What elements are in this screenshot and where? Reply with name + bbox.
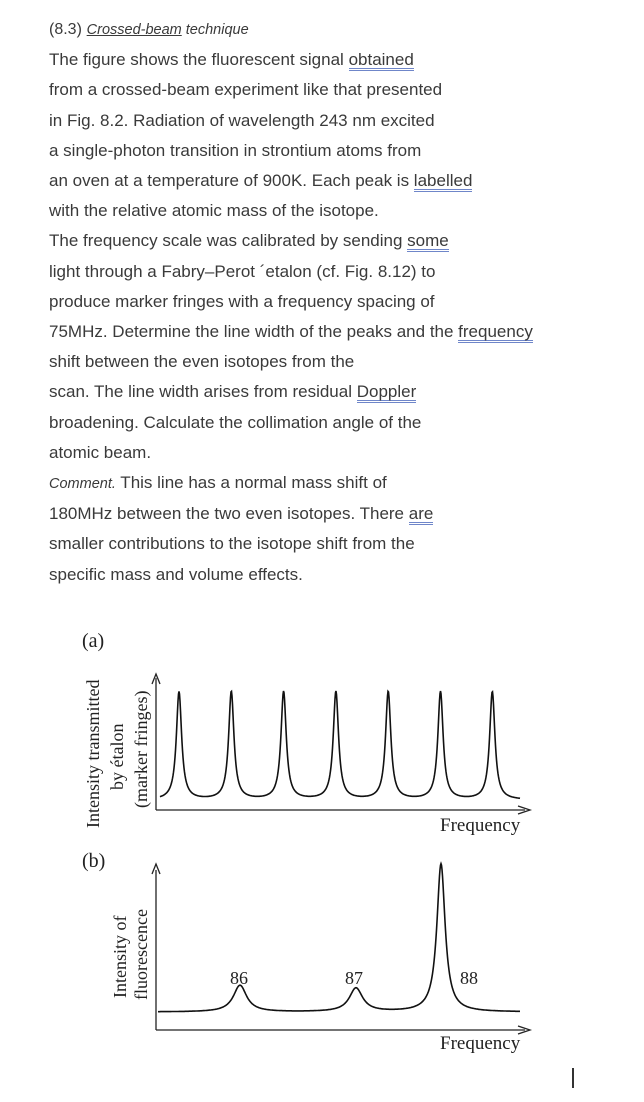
line-text: shift between the even isotopes from the xyxy=(49,352,355,372)
panel-a-ylabel-3: (marker fringes) xyxy=(131,690,151,808)
panel-a-xlabel: Frequency xyxy=(440,815,521,836)
panel-a-label: (a) xyxy=(82,630,105,652)
peak-labels xyxy=(230,968,478,988)
problem-number: (8.3) xyxy=(49,21,82,38)
problem-title-rest: technique xyxy=(181,22,249,38)
panel-b-ylabel-1: Intensity of xyxy=(110,915,130,998)
underlined-word: are xyxy=(408,504,434,524)
line-text: broadening. Calculate the collimation angle of the xyxy=(49,412,422,432)
line-text: produce marker fringes with a frequency spacing of xyxy=(49,291,435,311)
line-text: The frequency scale was calibrated by sending xyxy=(49,231,408,251)
panel-a-ylabel-1: Intensity transmitted xyxy=(83,679,103,828)
line-text: scan. The line width arises from residual xyxy=(49,382,357,402)
line-text: 75MHz. Determine the line width of the peaks and the xyxy=(49,322,459,342)
peak-label-88: 88 xyxy=(460,968,478,988)
line-text: atomic beam. xyxy=(49,442,152,462)
line-text: a single-photon transition in strontium atoms from xyxy=(49,140,422,160)
marker-fringes-curve xyxy=(160,691,520,798)
underlined-word: some xyxy=(407,231,449,251)
line-text: light through a Fabry–Perot ´etalon (cf. Fig. 8.12) to xyxy=(49,261,436,281)
underlined-word: Doppler xyxy=(356,382,417,402)
underlined-word: frequency xyxy=(458,322,533,342)
peak-label-87: 87 xyxy=(345,968,363,988)
underlined-word: obtained xyxy=(348,50,414,70)
comment-label: Comment. xyxy=(49,476,116,493)
line-text: specific mass and volume effects. xyxy=(49,564,303,584)
line-text: with the relative atomic mass of the isotope. xyxy=(49,201,379,221)
line-text: smaller contributions to the isotope shift from the xyxy=(49,534,415,554)
underlined-word: labelled xyxy=(413,171,473,191)
peak-label-86: 86 xyxy=(230,968,248,988)
fluorescence-curve xyxy=(158,864,520,1012)
panel-b-ylabel-2: fluorescence xyxy=(131,909,151,1000)
line-text: an oven at a temperature of 900K. Each peak is xyxy=(49,171,414,191)
panel-a-ylabel-2: by étalon xyxy=(107,723,127,790)
line-text: from a crossed-beam experiment like that presented xyxy=(49,80,443,100)
panel-b-label: (b) xyxy=(82,850,106,872)
panel-b-xlabel: Frequency xyxy=(440,1033,521,1054)
line-text: This line has a normal mass shift of xyxy=(115,473,387,493)
problem-title: Crossed-beam xyxy=(86,22,182,38)
line-text: 180MHz between the two even isotopes. There xyxy=(49,504,409,524)
line-text: The figure shows the fluorescent signal xyxy=(49,50,349,70)
text-cursor xyxy=(572,1068,574,1088)
line-text: in Fig. 8.2. Radiation of wavelength 243 nm excited xyxy=(49,110,435,130)
